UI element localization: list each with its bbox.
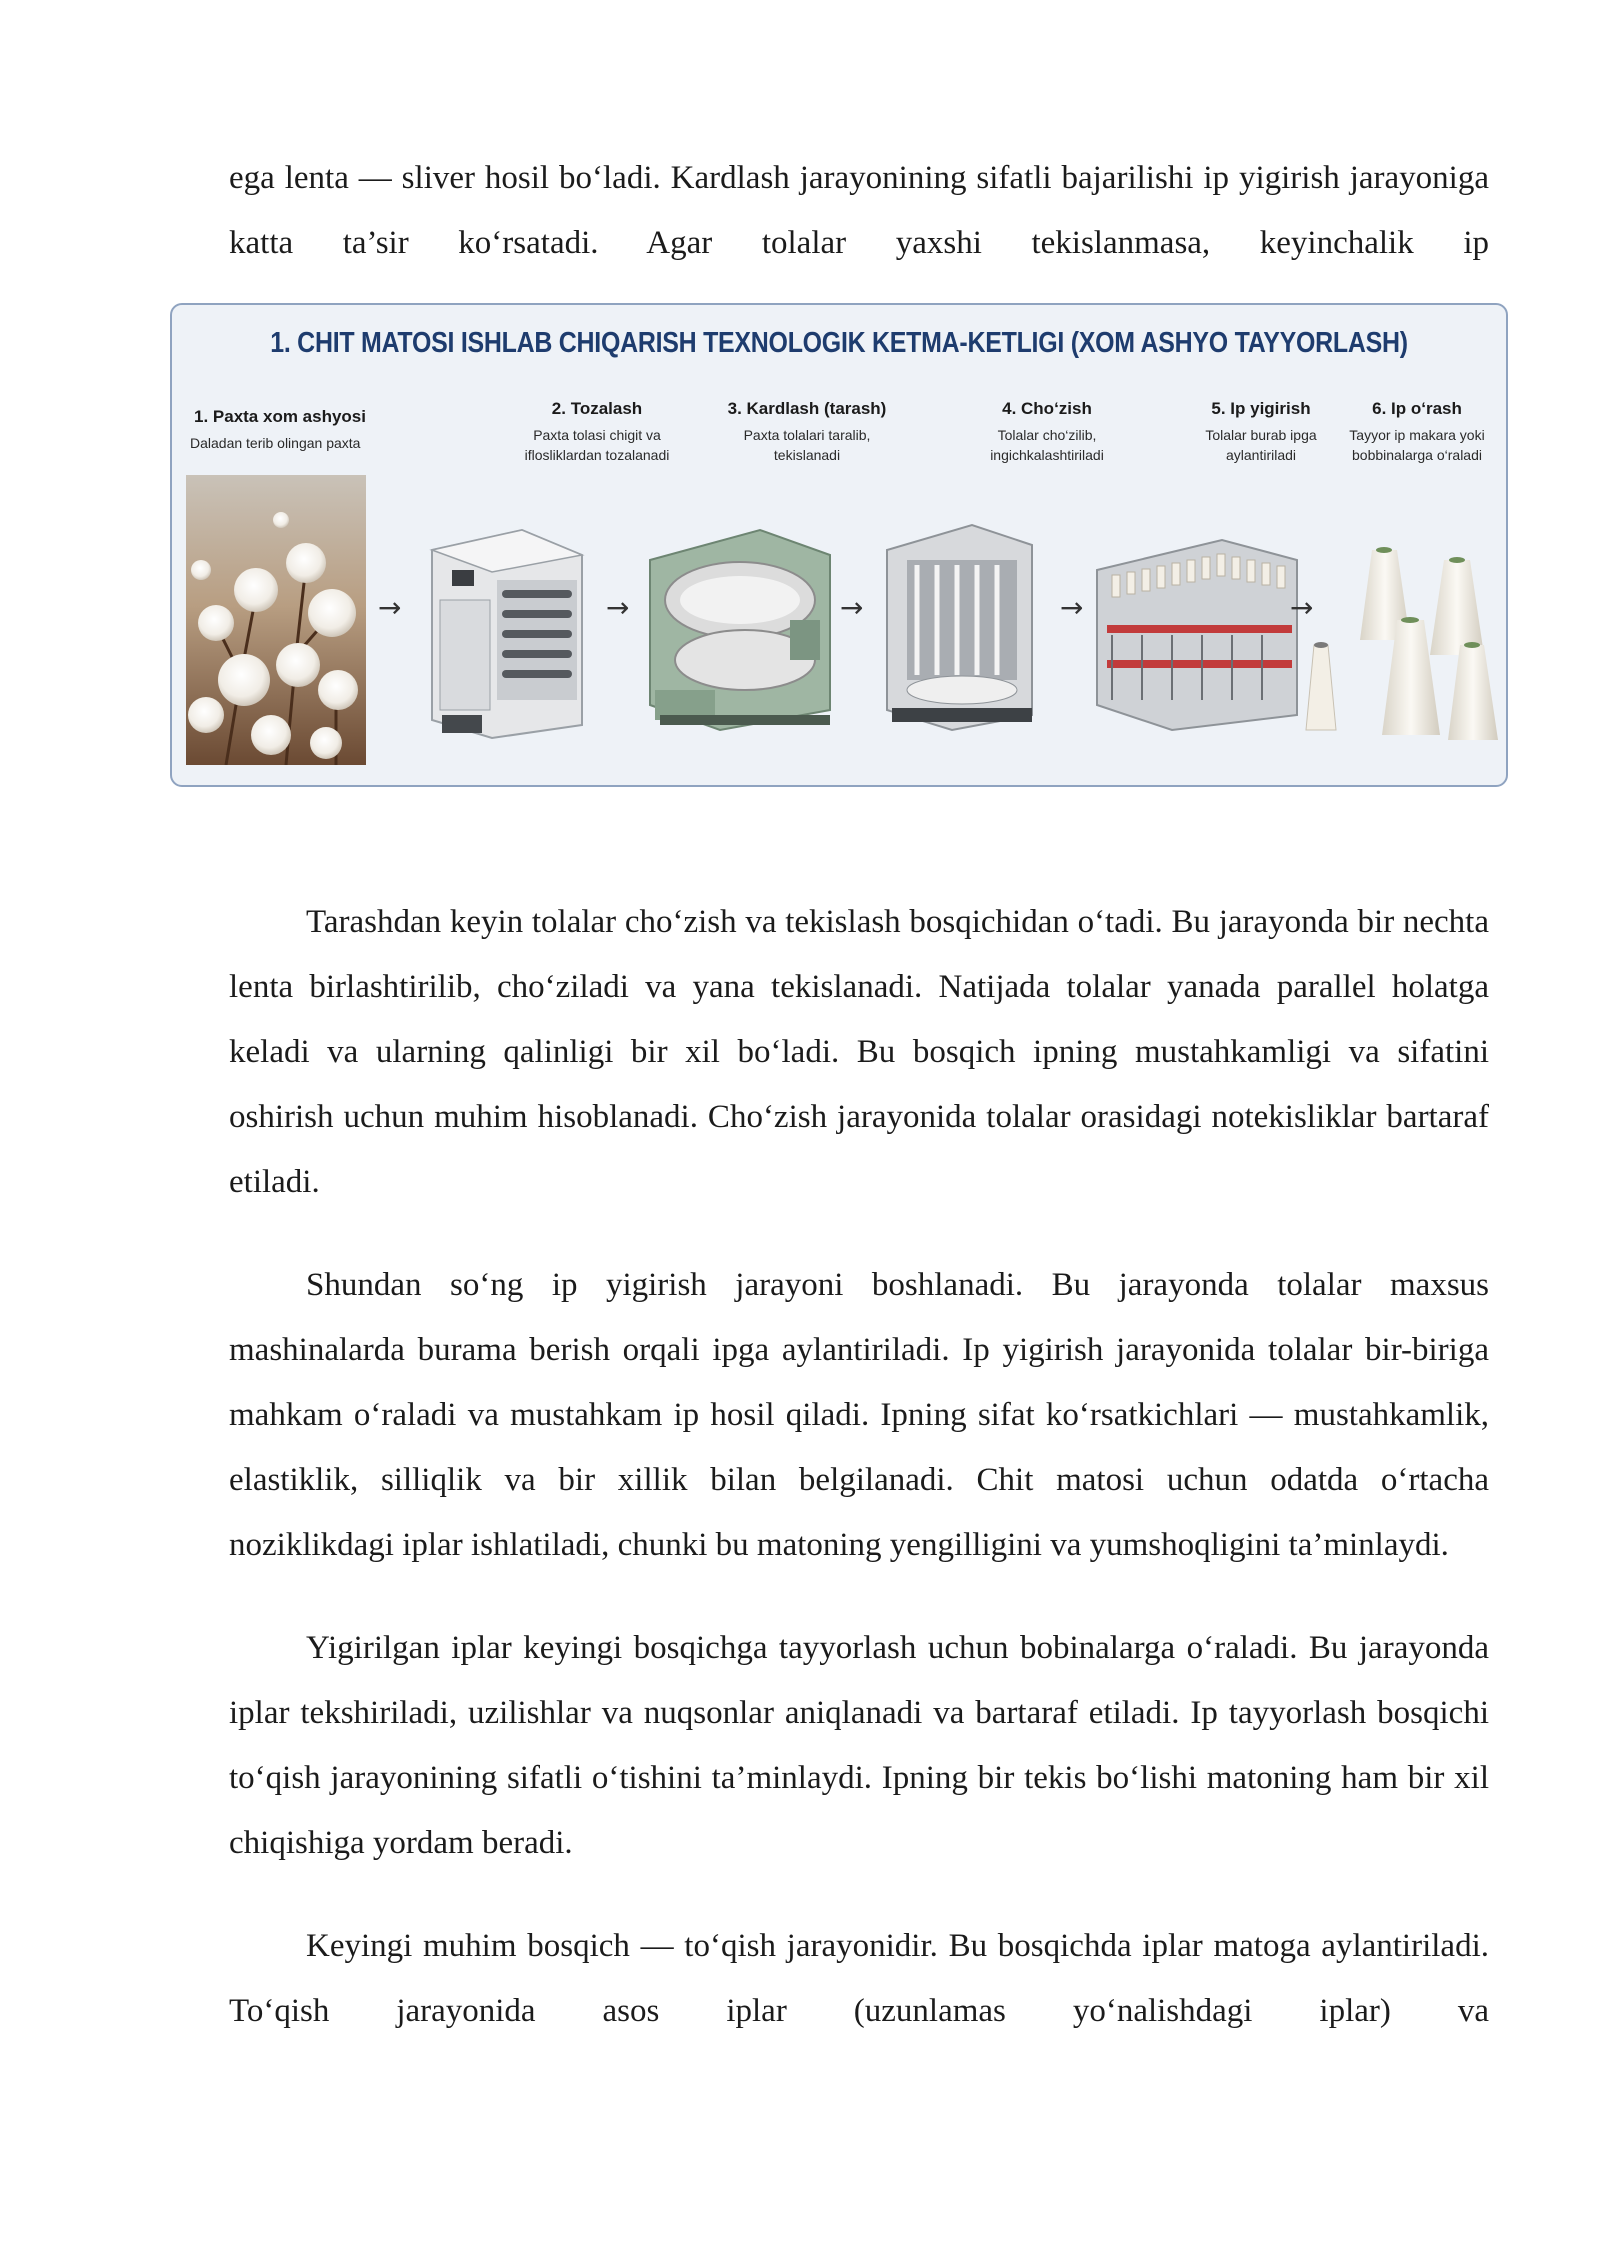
step-5: [1176, 397, 1346, 465]
step-4: [962, 397, 1132, 465]
step-description: Paxta tolasi chigit va iflosliklardan tozalanadi: [524, 427, 670, 463]
step-description: Tolalar burab ipga aylantiriladi: [1205, 427, 1317, 463]
paragraph-text: ega lenta — sliver hosil bo‘ladi. Kardlash jarayonining sifatli bajarilishi ip yigirish jarayoniga katta ta’sir ko‘rsatadi. Agar tolalar yaxshi tekislanmasa, keyinchalik ip: [229, 160, 1489, 261]
step-3: [722, 397, 892, 465]
drawing-machine-image: [872, 510, 1042, 735]
step-description: Tolalar cho‘zilib, ingichkalashtiriladi: [990, 427, 1104, 463]
arrow-icon: →: [840, 591, 864, 624]
paragraph-continued: [229, 146, 1489, 276]
paragraph-text: Yigirilgan iplar keyingi bosqichga tayyorlash uchun bobinalarga o‘raladi. Bu jarayonda iplar tekshiriladi, uzilishlar va nuqsonlar aniqlanadi va bartaraf etiladi. Ip tayyorlash bosqichi to‘qish jarayonining sifatli o‘tishini ta’minlaydi. Ipning bir tekis bo‘lishi matoning ham bir xil chiqishiga yordam beradi.: [229, 1630, 1489, 1861]
step-title: 3. Kardlash (tarash): [727, 399, 887, 418]
arrow-icon: →: [378, 591, 402, 624]
paragraph-text: Shundan so‘ng ip yigirish jarayoni boshlanadi. Bu jarayonda tolalar maxsus mashinalarda burama berish orqali ipga aylantiriladi. Ip yigirish jarayonida tolalar bir-biriga mahkam o‘raladi va mustahkam ip hosil qiladi. Ipning sifat ko‘rsatkichlari — mustahkamlik, elastiklik, silliqlik va bir xillik bilan belgilanadi. Chit matosi uchun odatda o‘rtacha noziklikdagi iplar ishlatiladi, chunki bu matoning yengilligini va yumshoqligini ta’minlaydi.: [229, 1267, 1489, 1563]
paragraph-text: Keyingi muhim bosqich — to‘qish jarayonidir. Bu bosqichda iplar matoga aylantiriladi. To‘qish jarayonida asos iplar (uzunlamas yo‘nalishdagi iplar) va: [229, 1928, 1489, 2029]
step-2: [512, 397, 682, 465]
arrow-icon: →: [1290, 591, 1314, 624]
step-6: [1332, 397, 1502, 465]
step-description: Paxta tolalari taralib, tekislanadi: [743, 427, 871, 463]
step-title: 5. Ip yigirish: [1211, 399, 1311, 418]
step-title: 6. Ip o‘rash: [1372, 399, 1462, 418]
arrow-icon: →: [606, 591, 630, 624]
step-description: Daladan terib olingan paxta: [190, 435, 361, 451]
step-title: 1. Paxta xom ashyosi: [194, 407, 366, 426]
step-title: 2. Tozalash: [551, 399, 643, 418]
step-1: [182, 397, 382, 453]
spinning-machine-image: [1092, 530, 1342, 735]
process-infographic: [170, 303, 1508, 787]
cotton-field-image: [186, 475, 366, 765]
yarn-cones-image: [1352, 530, 1502, 745]
body-text: [229, 890, 1489, 2082]
cleaning-machine-image: [412, 510, 592, 740]
step-description: Tayyor ip makara yoki bobbinalarga o‘raladi: [1349, 427, 1485, 463]
paragraph-text: Tarashdan keyin tolalar cho‘zish va tekislash bosqichidan o‘tadi. Bu jarayonda bir nechta lenta birlashtirilib, cho‘ziladi va yana tekislanadi. Natijada tolalar yanada parallel holatga keladi va ularning qalinligi bir xil bo‘ladi. Bu bosqich ipning mustahkamligi va sifatini oshirish uchun muhim hisoblanadi. Cho‘zish jarayonida tolalar orasidagi notekisliklar bartaraf etiladi.: [229, 904, 1489, 1200]
arrow-icon: →: [1060, 591, 1084, 624]
step-title: 4. Cho‘zish: [1002, 399, 1092, 418]
infographic-title: 1. CHIT MATOSI ISHLAB CHIQARISH TEXNOLOGIK KETMA-KETLIGI (XOM ASHYO TAYYORLASH): [270, 327, 1408, 359]
carding-machine-image: [640, 510, 840, 735]
